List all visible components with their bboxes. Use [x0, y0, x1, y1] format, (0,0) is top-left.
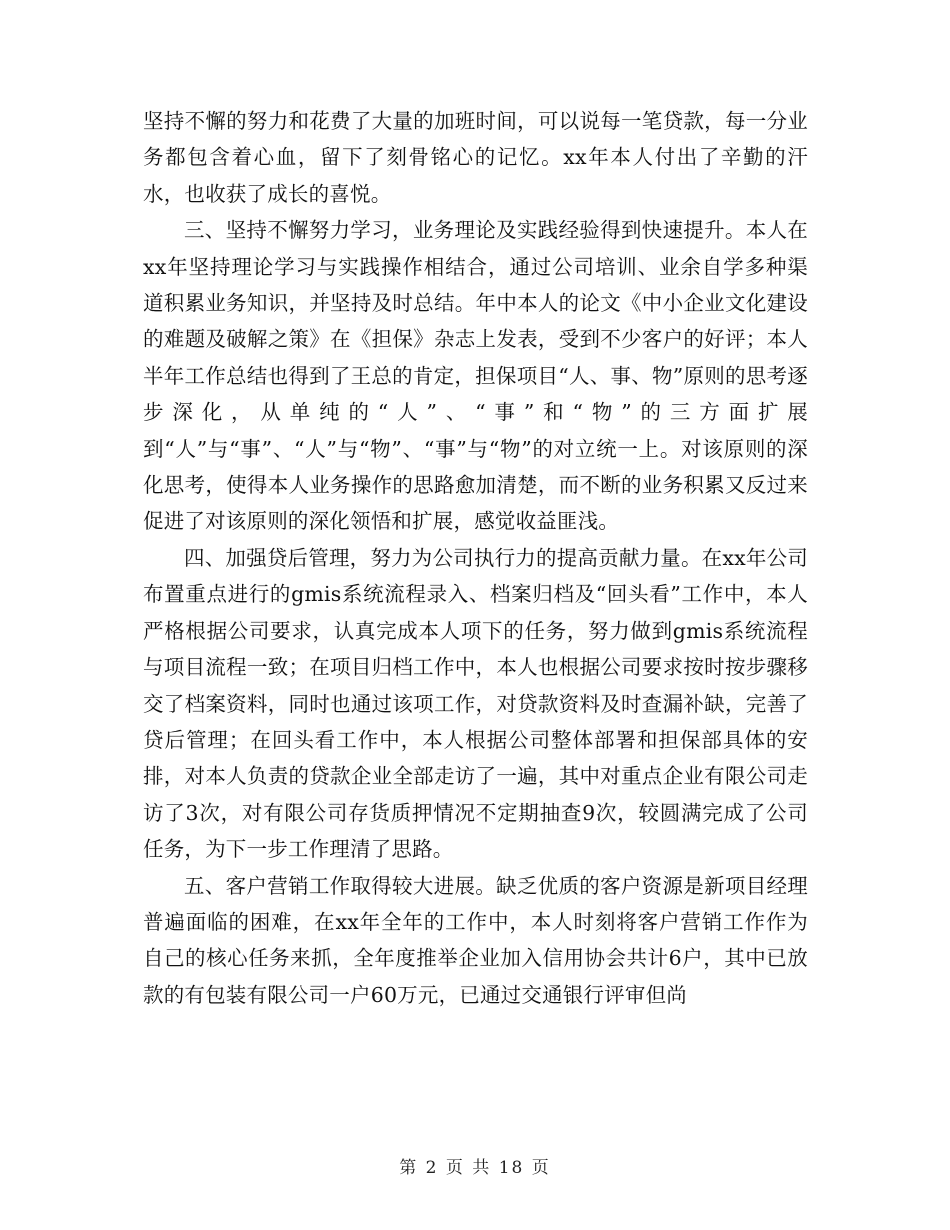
- paragraph-section-3: 三、坚持不懈努力学习，业务理论及实践经验得到快速提升。本人在xx年坚持理论学习与实践操作相结合，通过公司培训、业余自学多种渠道积累业务知识，并坚持及时总结。年中本人的论文《中小企业文化建设的难题及破解之策》在《担保》杂志上发表，受到不少客户的好评；本人半年工作总结也得到了王总的肯定，担保项目“人、事、物”原则的思考逐步深化，从单纯的“人”、“事”和“物”的三方面扩展到“人”与“事”、“人”与“物”、“事”与“物”的对立统一上。对该原则的深化思考，使得本人业务操作的思路愈加清楚，而不断的业务积累又反过来促进了对该原则的深化领悟和扩展，感觉收益匪浅。: [143, 218, 808, 534]
- paragraph-section-5: 五、客户营销工作取得较大进展。缺乏优质的客户资源是新项目经理普遍面临的困难，在xx年全年的工作中，本人时刻将客户营销工作作为自己的核心任务来抓，全年度推举企业加入信用协会共计6户，其中已放款的有包装有限公司一户60万元，已通过交通银行评审但尚: [143, 873, 808, 1007]
- paragraph-section-4: 四、加强贷后管理，努力为公司执行力的提高贡献力量。在xx年公司布置重点进行的gmis系统流程录入、档案归档及“回头看”工作中，本人严格根据公司要求，认真完成本人项下的任务，努力做到gmis系统流程与项目流程一致；在项目归档工作中，本人也根据公司要求按时按步骤移交了档案资料，同时也通过该项工作，对贷款资料及时查漏补缺，完善了贷后管理；在回头看工作中，本人根据公司整体部署和担保部具体的安排，对本人负责的贷款企业全部走访了一遍，其中对重点企业有限公司走访了3次，对有限公司存货质押情况不定期抽查9次，较圆满完成了公司任务，为下一步工作理清了思路。: [143, 545, 808, 862]
- page-number-footer: 第 2 页 共 18 页: [399, 1158, 551, 1178]
- document-body: [143, 103, 808, 1013]
- paragraph-continuation: 坚持不懈的努力和花费了大量的加班时间，可以说每一笔贷款，每一分业务都包含着心血，留下了刻骨铭心的记忆。xx年本人付出了辛勤的汗水，也收获了成长的喜悦。: [143, 109, 808, 206]
